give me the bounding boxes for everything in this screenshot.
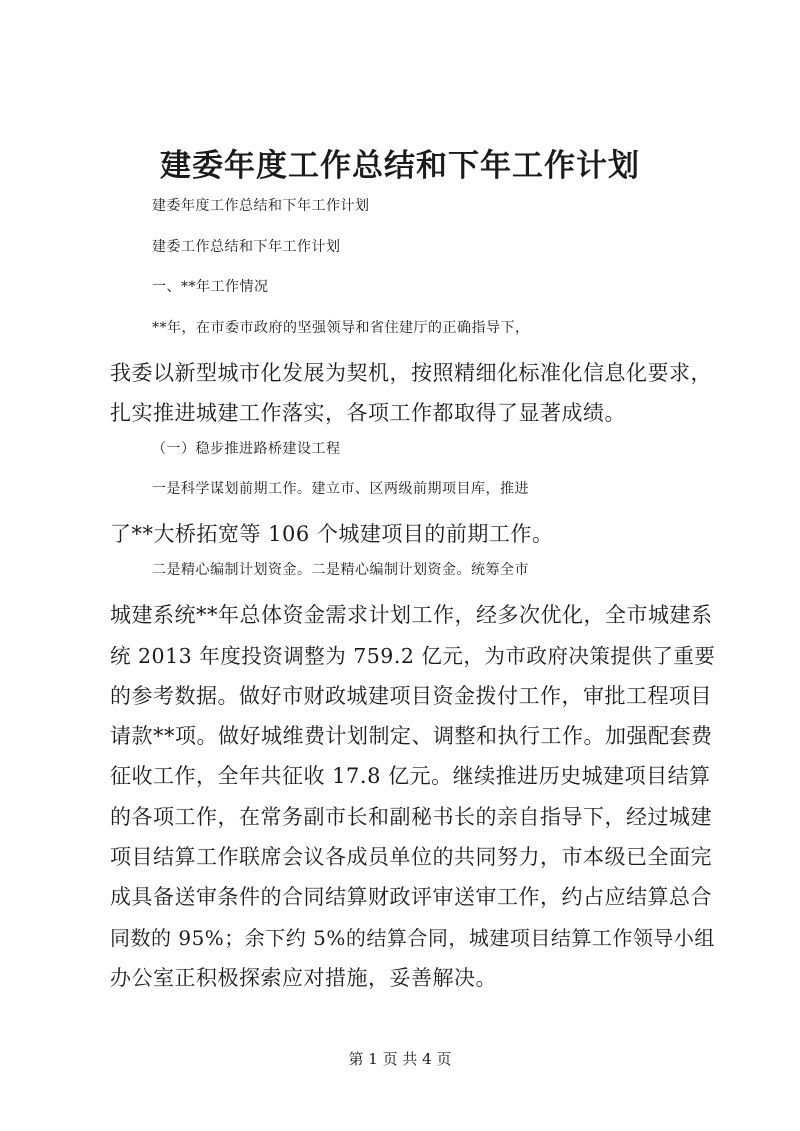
paragraph-line: 的参考数据。做好市财政城建项目资金拨付工作，审批工程项目: [110, 684, 712, 708]
paragraph-line: 项目结算工作联席会议各成员单位的共同努力，市本级已全面完: [110, 845, 712, 869]
section-heading: 一、**年工作情况: [152, 279, 269, 295]
paragraph-line: 建委工作总结和下年工作计划: [152, 239, 341, 255]
paragraph-line: 二是精心编制计划资金。二是精心编制计划资金。统筹全市: [152, 562, 529, 578]
paragraph-line: 办公室正积极探索应对措施，妥善解决。: [110, 966, 497, 990]
page-number-footer: 第 1 页 共 4 页: [348, 1050, 452, 1068]
paragraph-line: 统 2013 年度投资调整为 759.2 亿元，为市政府决策提供了重要: [110, 644, 716, 668]
paragraph-line: 征收工作，全年共征收 17.8 亿元。继续推进历史城建项目结算: [110, 764, 711, 788]
paragraph-line: 城建系统**年总体资金需求计划工作，经多次优化，全市城建系: [110, 603, 713, 627]
paragraph-line: **年，在市委市政府的坚强领导和省住建厅的正确指导下，: [152, 320, 530, 336]
document-title: 建委年度工作总结和下年工作计划: [160, 148, 640, 184]
paragraph-line: 了**大桥拓宽等 106 个城建项目的前期工作。: [110, 522, 554, 546]
paragraph-line: 建委年度工作总结和下年工作计划: [152, 198, 370, 214]
paragraph-line: 一是科学谋划前期工作。建立市、区两级前期项目库，推进: [152, 481, 529, 497]
paragraph-line: 我委以新型城市化发展为契机，按照精细化标准化信息化要求，: [110, 361, 712, 385]
paragraph-line: 成具备送审条件的合同结算财政评审送审工作，约占应结算总合: [110, 885, 712, 909]
paragraph-line: 扎实推进城建工作落实，各项工作都取得了显著成绩。: [110, 401, 626, 425]
paragraph-line: 同数的 95%；余下约 5%的结算合同，城建项目结算工作领导小组: [110, 926, 715, 950]
paragraph-line: 的各项工作，在常务副市长和副秘书长的亲自指导下，经过城建: [110, 805, 712, 829]
paragraph-line: 请款**项。做好城维费计划制定、调整和执行工作。加强配套费: [110, 724, 713, 748]
subsection-heading: （一）稳步推进路桥建设工程: [152, 441, 341, 457]
